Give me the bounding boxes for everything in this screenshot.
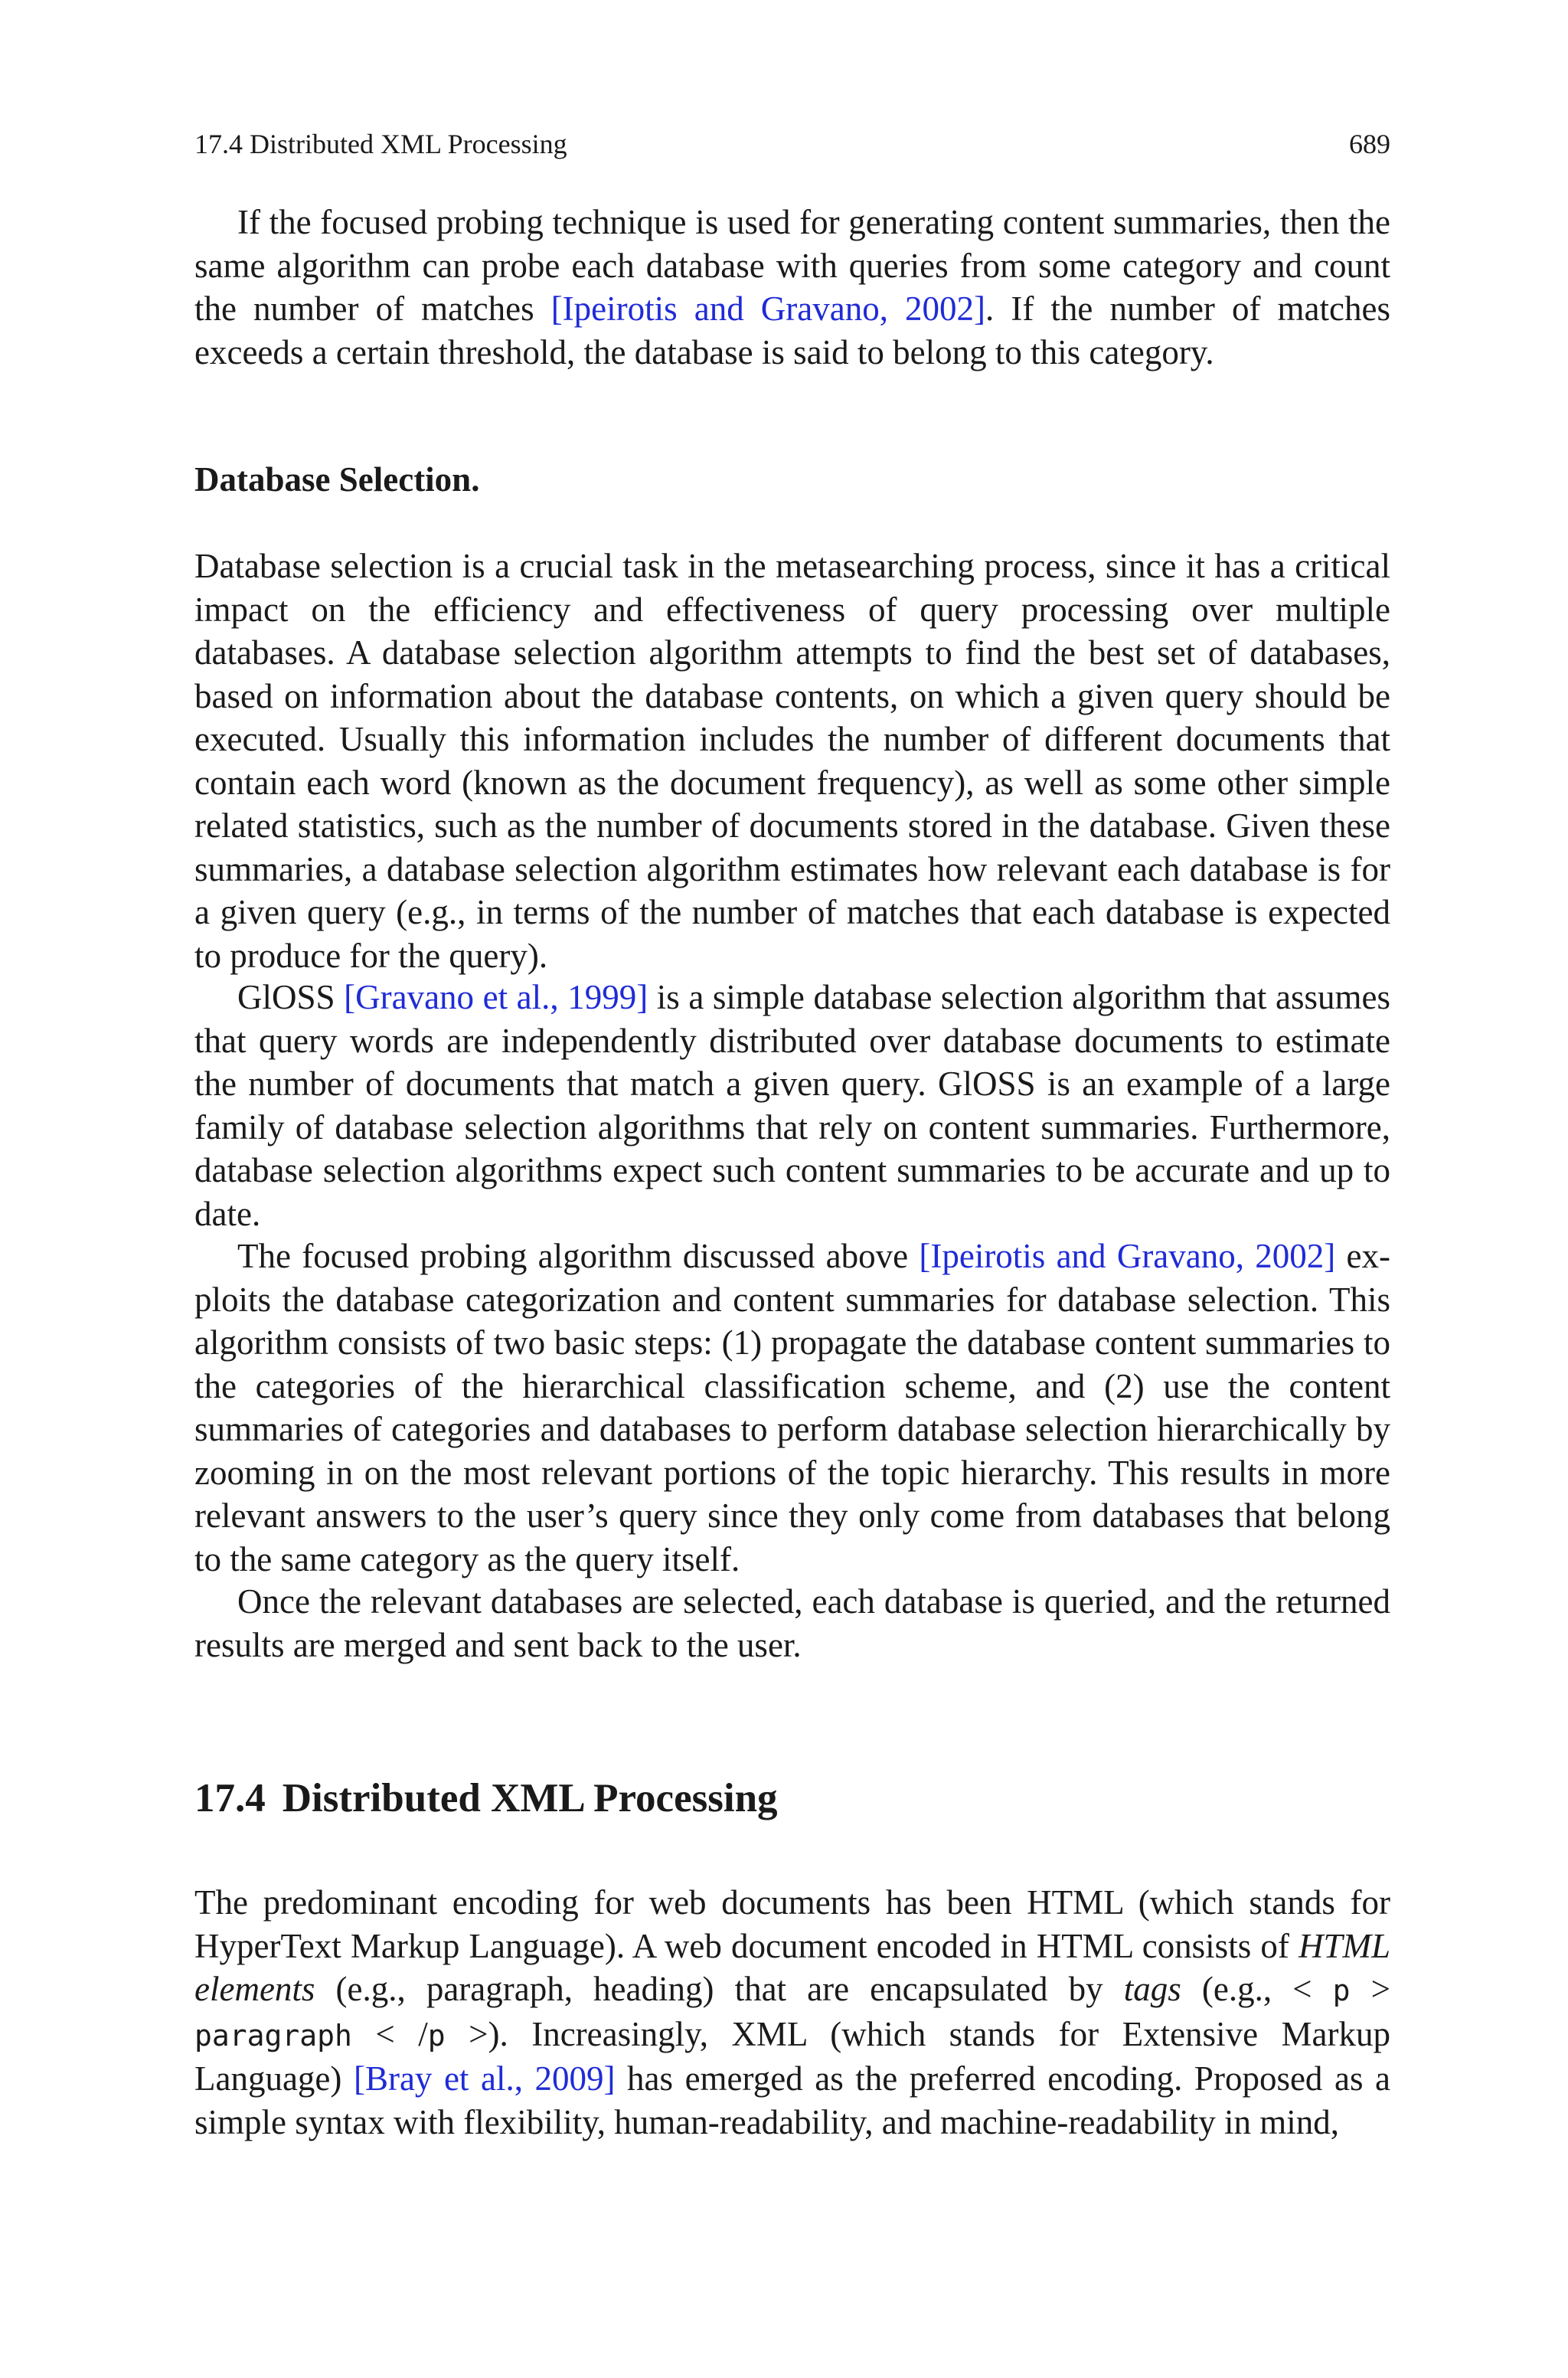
paragraph-merge-results: Once the relevant databases are selected, each database is queried, and the returned results are merged and sent back to the user. (194, 1582, 1390, 1664)
citation-bray-2009[interactable]: [Bray et al., 2009] (353, 2059, 616, 2098)
section-number: 17.4 (194, 1776, 266, 1820)
running-head-section: 17.4 Distributed XML Processing (194, 129, 567, 159)
term-html-elements: HTML elements (194, 1926, 1390, 2008)
citation-ipeirotis-2002[interactable]: [Ipeirotis and Gravano, 2002] (550, 289, 986, 328)
code-p-close: p (427, 2018, 446, 2053)
code-paragraph: paragraph (194, 2018, 352, 2053)
paragraph-xml-intro: The predominant encoding for web documents has been HTML (which stands for HyperText Markup Language). A web document encoded in HTML consists of HTML elements (e.g., paragraph, heading) that are encapsulated by tags (e.g., < p > paragraph < /p >). Increasingly, XML (which stands for Extensive Markup Language) [Bray et al., 2009] has emerged as the preferred encoding. Proposed as a simple syntax with flexibility, human-readability, and machine-readability in mind, (194, 1883, 1391, 2141)
running-head (194, 127, 1390, 161)
paragraph-focused-probing: If the focused probing technique is used for generating content summaries, then the same algorithm can probe each database with queries from some category and count the number of matches [Ipeirotis and Gravano, 2002]. If the number of matches exceeds a certain threshold, the database is said to belong to this category. (194, 203, 1390, 371)
paragraph-gloss: GlOSS [Gravano et al., 1999] is a simple database selection algorithm that assumes that query words are independently distributed over database documents to estimate the number of documents that match a given query. GlOSS is an example of a large family of database selection algorithms that rely on content summaries. Furthermore, database selection algorithms expect such content summaries to be accurate and up to date. (194, 978, 1390, 1233)
code-p-open: p (1332, 1974, 1351, 2007)
citation-gravano-1999[interactable]: [Gravano et al., 1999] (344, 978, 648, 1016)
citation-ipeirotis-2002-b[interactable]: [Ipeirotis and Gravano, 2002] (919, 1237, 1336, 1275)
section-title-text: Distributed XML Processing (282, 1776, 778, 1820)
page-number: 689 (1349, 129, 1390, 159)
paragraph-db-selection-1: Database selection is a crucial task in the metasearching process, since it has a critical impact on the efficiency and effectiveness of query processing over multiple databases. A database selection algorithm attempts to find the best set of databases, based on information about the database contents, on which a given query should be executed. Usually this information includes the number of different documents that contain each word (known as the document frequency), as well as some other simple related statistics, such as the number of documents stored in the database. Given these summaries, a database selection algorithm estimates how relevant each database is for a given query (e.g., in terms of the number of matches that each database is expected to produce for the query). (194, 547, 1390, 975)
heading-database-selection: Database Selection. (194, 460, 480, 499)
paragraph-focused-probing-algorithm: The focused probing algorithm discussed above [Ipeirotis and Gravano, 2002] exploits the database categorization and content summaries for database selection. This algorithm consists of two basic steps: (1) propagate the database content summaries to the categories of the hierarchical classification scheme, and (2) use the content summaries of categories and databases to perform database selection hierarchically by zooming in on the most relevant portions of the topic hierarchy. This results in more relevant answers to the user’s query since they only come from databases that belong to the same category as the query itself. (194, 1237, 1390, 1578)
section-title (194, 1774, 778, 1823)
term-tags: tags (1123, 1970, 1181, 2008)
